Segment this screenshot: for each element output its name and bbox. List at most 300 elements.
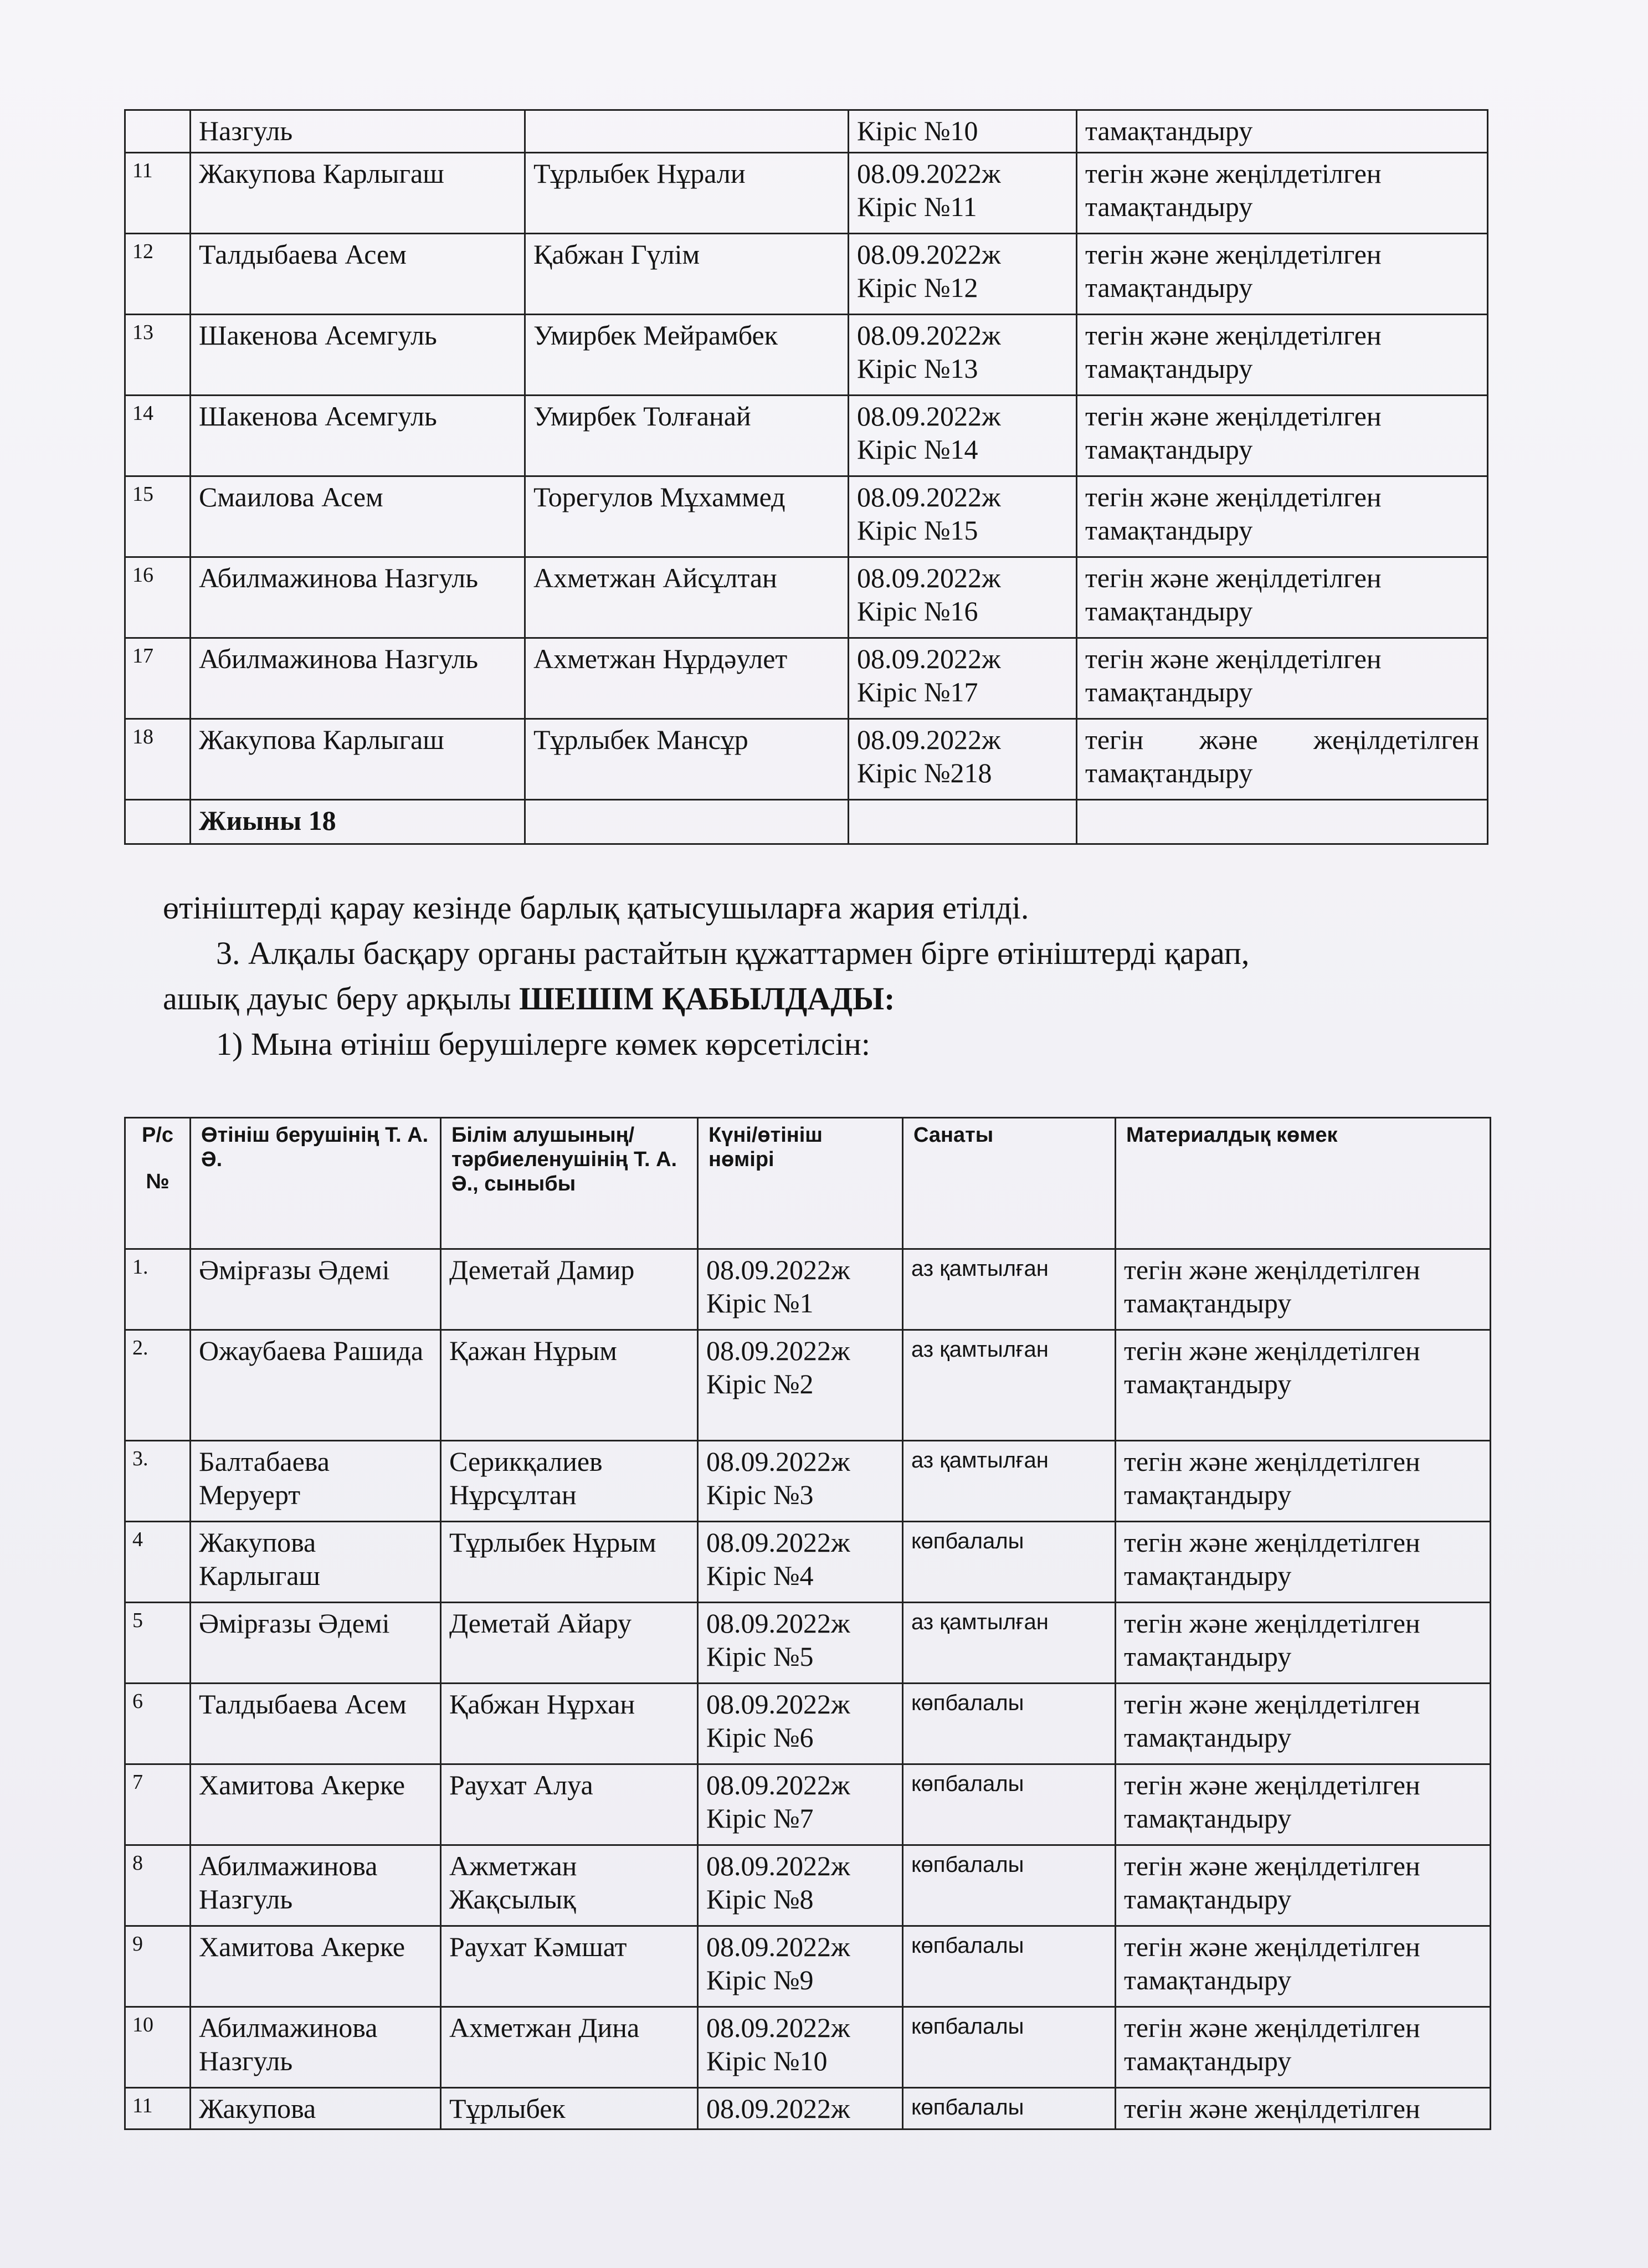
date-reg bbox=[698, 2007, 903, 2088]
student-name-text: Умирбек Мейрамбек bbox=[533, 320, 778, 351]
date-reg-text: Кіріс №9 bbox=[706, 1964, 814, 1995]
aid-type-text: тегін және жеңілдетілген bbox=[1085, 562, 1382, 593]
aid-type bbox=[1077, 476, 1488, 557]
table-row bbox=[125, 476, 1488, 557]
applicant-name bbox=[191, 557, 525, 638]
category-text: көпбалалы bbox=[911, 1529, 1024, 1553]
student-name bbox=[525, 476, 849, 557]
aid-type-text: тегін және жеңілдетілген bbox=[1085, 643, 1382, 674]
student-name-text: Серикқалиев Нұрсұлтан bbox=[449, 1446, 603, 1510]
date-reg-text: Кіріс №12 bbox=[857, 272, 978, 303]
material-aid bbox=[1116, 1764, 1491, 1845]
student-name bbox=[441, 1522, 698, 1603]
date-reg-text: 08.09.2022ж bbox=[706, 1850, 850, 1881]
table-row bbox=[125, 1603, 1491, 1684]
date-reg-text: Кіріс №10 bbox=[706, 2045, 828, 2076]
paragraph-decision bbox=[163, 979, 895, 1018]
material-aid bbox=[1116, 1330, 1491, 1441]
student-name-text: Тұрлыбек Нұрали bbox=[533, 158, 746, 189]
row-number-text: 5 bbox=[132, 1609, 143, 1632]
student-name-text: Тұрлыбек bbox=[449, 2093, 566, 2124]
aid-type bbox=[1077, 557, 1488, 638]
row-number-text: 10 bbox=[132, 2013, 153, 2036]
header-student: Білім алушының/тәрбиеленушінің Т. А. Ә., сыныбы bbox=[441, 1118, 698, 1249]
date-reg bbox=[698, 1249, 903, 1330]
table-row bbox=[125, 1330, 1491, 1441]
row-number-text: 1. bbox=[132, 1255, 148, 1279]
applicant-name-text: Хамитова Акерке bbox=[199, 1769, 405, 1800]
applicant-name-text: Абилмажинова Назгуль bbox=[199, 562, 479, 593]
row-number-text: 17 bbox=[132, 644, 153, 668]
applicant-name bbox=[191, 1684, 441, 1764]
table-row bbox=[125, 1764, 1491, 1845]
row-number bbox=[125, 1522, 191, 1603]
date-reg bbox=[698, 1603, 903, 1684]
category bbox=[903, 1926, 1116, 2007]
category-text: көпбалалы bbox=[911, 2095, 1024, 2120]
student-name-text: Деметай Дамир bbox=[449, 1254, 635, 1285]
applicant-name bbox=[191, 396, 525, 476]
total-empty-date bbox=[849, 800, 1077, 844]
header-applicant: Өтініш берушінің Т. А. Ә. bbox=[191, 1118, 441, 1249]
header-category: Санаты bbox=[903, 1118, 1116, 1249]
row-number bbox=[125, 719, 191, 800]
row-number bbox=[125, 1249, 191, 1330]
student-name bbox=[525, 315, 849, 396]
aid-type-text: тегін және жеңілдетілген bbox=[1085, 401, 1382, 432]
date-reg bbox=[698, 1845, 903, 1926]
date-reg bbox=[849, 234, 1077, 315]
aid-type-text: тамақтандыру bbox=[1085, 191, 1253, 222]
date-reg bbox=[849, 719, 1077, 800]
material-aid-text: тамақтандыру bbox=[1124, 1560, 1292, 1591]
material-aid-text: тегін және жеңілдетілген bbox=[1124, 1769, 1420, 1800]
material-aid-text: тегін және жеңілдетілген bbox=[1124, 1850, 1420, 1881]
aid-type bbox=[1077, 153, 1488, 234]
applicant-name-text: Балтабаева Меруерт bbox=[199, 1446, 330, 1510]
date-reg-text: 08.09.2022ж bbox=[706, 1608, 850, 1639]
material-aid-text: тамақтандыру bbox=[1124, 1803, 1292, 1834]
applicant-name-text: Шакенова Асемгуль bbox=[199, 401, 437, 432]
paragraph-announcement: өтініштерді қарау кезінде барлық қатысушыларға жария етілді. bbox=[163, 890, 1029, 926]
material-aid-text: тегін және жеңілдетілген bbox=[1124, 1335, 1420, 1366]
date-reg bbox=[849, 153, 1077, 234]
student-name-text: Қабжан Нұрхан bbox=[449, 1689, 635, 1720]
category bbox=[903, 1522, 1116, 1603]
category-text: көпбалалы bbox=[911, 1691, 1024, 1715]
student-name bbox=[441, 1441, 698, 1522]
applicant-name-text: Абилмажинова Назгуль bbox=[199, 1850, 378, 1915]
category-text: көпбалалы bbox=[911, 2014, 1024, 2039]
date-reg bbox=[849, 476, 1077, 557]
student-name-text: Деметай Айару bbox=[449, 1608, 632, 1639]
applicant-name bbox=[191, 1330, 441, 1441]
applicant-name-text: Абилмажинова Назгуль bbox=[199, 2012, 378, 2076]
applicant-name bbox=[191, 719, 525, 800]
table-row bbox=[125, 315, 1488, 396]
material-aid-text: тамақтандыру bbox=[1124, 1964, 1292, 1995]
date-reg bbox=[849, 638, 1077, 719]
aid-type-text: тамақтандыру bbox=[1085, 596, 1253, 627]
table-row bbox=[125, 153, 1488, 234]
student-name-text: Умирбек Толғанай bbox=[533, 401, 751, 432]
paragraph-point-3: 3. Алқалы басқару органы растайтын құжаттармен бірге өтініштерді қарап, bbox=[216, 935, 1250, 971]
student-name bbox=[441, 1684, 698, 1764]
aid-type-text: тегін және жеңілдетілген bbox=[1085, 239, 1382, 270]
row-number-text: 18 bbox=[132, 725, 153, 748]
date-reg-text: Кіріс №14 bbox=[857, 434, 978, 465]
category-text: аз қамтылған bbox=[911, 1337, 1049, 1362]
row-number-text: 6 bbox=[132, 1690, 143, 1713]
applicant-name bbox=[191, 1845, 441, 1926]
student-name bbox=[441, 1249, 698, 1330]
row-number-text: 16 bbox=[132, 563, 153, 587]
material-aid-text: тамақтандыру bbox=[1124, 1368, 1292, 1399]
applicant-name bbox=[191, 1441, 441, 1522]
date-reg bbox=[698, 1522, 903, 1603]
applicant-name bbox=[191, 315, 525, 396]
date-reg bbox=[698, 1330, 903, 1441]
table-row bbox=[125, 1845, 1491, 1926]
table-row bbox=[125, 719, 1488, 800]
date-reg-text: 08.09.2022ж bbox=[857, 724, 1001, 755]
aid-type-text: тегін және жеңілдетілген bbox=[1085, 320, 1382, 351]
applicant-name-text: Шакенова Асемгуль bbox=[199, 320, 437, 351]
material-aid-text: тегін және жеңілдетілген bbox=[1124, 1527, 1420, 1558]
student-name bbox=[441, 2007, 698, 2088]
recipients-table-continued bbox=[124, 109, 1488, 845]
material-aid-text: тамақтандыру bbox=[1124, 1641, 1292, 1672]
material-aid bbox=[1116, 2088, 1491, 2130]
student-name-text: Ахметжан Дина bbox=[449, 2012, 640, 2043]
date-reg-text: Кіріс №1 bbox=[706, 1287, 814, 1318]
category bbox=[903, 1684, 1116, 1764]
material-aid bbox=[1116, 1603, 1491, 1684]
material-aid bbox=[1116, 1249, 1491, 1330]
applicant-name bbox=[191, 1249, 441, 1330]
row-number bbox=[125, 557, 191, 638]
student-name-text: Тұрлыбек Нұрым bbox=[449, 1527, 656, 1558]
header-date-number: Күні/өтініш нөмірі bbox=[698, 1118, 903, 1249]
row-number bbox=[125, 110, 191, 153]
aid-type-text: тамақтандыру bbox=[1085, 757, 1253, 788]
date-reg-text: Кіріс №7 bbox=[706, 1803, 814, 1834]
aid-type bbox=[1077, 396, 1488, 476]
student-name bbox=[441, 1603, 698, 1684]
applicant-name bbox=[191, 153, 525, 234]
row-number bbox=[125, 1603, 191, 1684]
paragraph-subpoint-1: 1) Мына өтініш берушілерге көмек көрсетілсін: bbox=[216, 1026, 870, 1062]
category-text: көпбалалы bbox=[911, 1933, 1024, 1958]
date-reg-text: 08.09.2022ж bbox=[857, 643, 1001, 674]
applicant-name bbox=[191, 1603, 441, 1684]
date-reg-text: 08.09.2022ж bbox=[706, 2012, 850, 2043]
row-number-text: 9 bbox=[132, 1932, 143, 1956]
date-reg-text: Кіріс №11 bbox=[857, 191, 977, 222]
category-text: көпбалалы bbox=[911, 1853, 1024, 1877]
header-material-aid: Материалдық көмек bbox=[1116, 1118, 1491, 1249]
aid-type bbox=[1077, 315, 1488, 396]
aid-type-text: тамақтандыру bbox=[1085, 676, 1253, 707]
row-number bbox=[125, 1764, 191, 1845]
applicant-name-text: Хамитова Акерке bbox=[199, 1931, 405, 1962]
material-aid-text: тегін және жеңілдетілген bbox=[1124, 1446, 1420, 1477]
row-number bbox=[125, 234, 191, 315]
category bbox=[903, 1764, 1116, 1845]
aid-type-text: тегін және жеңілдетілген bbox=[1085, 158, 1382, 189]
applicant-name bbox=[191, 234, 525, 315]
row-number-text: 11 bbox=[132, 2094, 153, 2117]
applicant-name bbox=[191, 1926, 441, 2007]
applicant-name bbox=[191, 110, 525, 153]
date-reg-text: Кіріс №8 bbox=[706, 1884, 814, 1915]
aid-type-text: тамақтандыру bbox=[1085, 515, 1253, 546]
date-reg-text: 08.09.2022ж bbox=[857, 481, 1001, 512]
applicant-name-text: Жакупова bbox=[199, 2093, 316, 2124]
row-number-text: 4 bbox=[132, 1528, 143, 1551]
row-number-text: 12 bbox=[132, 240, 153, 263]
row-number-text: 15 bbox=[132, 483, 153, 506]
row-number-text: 7 bbox=[132, 1771, 143, 1794]
date-reg-text: Кіріс №3 bbox=[706, 1479, 814, 1510]
table-row bbox=[125, 2088, 1491, 2130]
student-name-text: Раухат Алуа bbox=[449, 1769, 593, 1800]
aid-type bbox=[1077, 719, 1488, 800]
row-number-text: 11 bbox=[132, 159, 153, 182]
student-name bbox=[441, 1764, 698, 1845]
date-reg-text: 08.09.2022ж bbox=[706, 1769, 850, 1800]
header-row-number bbox=[125, 1118, 191, 1249]
applicant-name bbox=[191, 1764, 441, 1845]
material-aid bbox=[1116, 1926, 1491, 2007]
material-aid-text: тамақтандыру bbox=[1124, 1884, 1292, 1915]
applicant-name-text: Жакупова Карлыгаш bbox=[199, 724, 444, 755]
aid-type bbox=[1077, 110, 1488, 153]
aid-type-text: тамақтандыру bbox=[1085, 272, 1253, 303]
table-row bbox=[125, 1522, 1491, 1603]
total-row bbox=[125, 800, 1488, 844]
applicant-name-text: Смаилова Асем bbox=[199, 481, 383, 512]
student-name bbox=[525, 638, 849, 719]
material-aid bbox=[1116, 2007, 1491, 2088]
row-number bbox=[125, 2088, 191, 2130]
student-name bbox=[525, 396, 849, 476]
row-number bbox=[125, 315, 191, 396]
applicant-name-text: Әмірғазы Әдемі bbox=[199, 1254, 390, 1285]
total-empty-student bbox=[525, 800, 849, 844]
date-reg-text: 08.09.2022ж bbox=[706, 1689, 850, 1720]
applicant-name-text: Талдыбаева Асем bbox=[199, 239, 407, 270]
date-reg bbox=[698, 2088, 903, 2130]
material-aid bbox=[1116, 1845, 1491, 1926]
header-rc-label: Р/с bbox=[141, 1123, 174, 1147]
date-reg bbox=[849, 396, 1077, 476]
table-row bbox=[125, 638, 1488, 719]
student-name-text: Раухат Кәмшат bbox=[449, 1931, 627, 1962]
student-name-text: Қажан Нұрым bbox=[449, 1335, 617, 1366]
table-row bbox=[125, 234, 1488, 315]
date-reg bbox=[849, 110, 1077, 153]
category bbox=[903, 2088, 1116, 2130]
row-number bbox=[125, 1845, 191, 1926]
header-number-sign: № bbox=[146, 1170, 170, 1193]
aid-type-text: тегін және жеңілдетілген bbox=[1085, 724, 1479, 755]
date-reg-text: Кіріс №15 bbox=[857, 515, 978, 546]
date-reg-text: 08.09.2022ж bbox=[706, 1335, 850, 1366]
category bbox=[903, 1845, 1116, 1926]
category bbox=[903, 2007, 1116, 2088]
row-number bbox=[125, 396, 191, 476]
student-name-text: Ахметжан Нұрдәулет bbox=[533, 643, 788, 674]
aid-type bbox=[1077, 638, 1488, 719]
date-reg bbox=[698, 1764, 903, 1845]
row-number-text: 8 bbox=[132, 1851, 143, 1875]
row-number bbox=[125, 153, 191, 234]
student-name-text: Қабжан Гүлім bbox=[533, 239, 700, 270]
applicant-name bbox=[191, 638, 525, 719]
date-reg bbox=[698, 1441, 903, 1522]
date-reg-text: 08.09.2022ж bbox=[857, 320, 1001, 351]
date-reg bbox=[849, 557, 1077, 638]
student-name-text: Ажметжан Жақсылық bbox=[449, 1850, 577, 1915]
student-name-text: Торегулов Мұхаммед bbox=[533, 481, 786, 512]
material-aid-text: тегін және жеңілдетілген bbox=[1124, 1689, 1420, 1720]
student-name bbox=[441, 2088, 698, 2130]
applicant-name-text: Әмірғазы Әдемі bbox=[199, 1608, 390, 1639]
material-aid-text: тегін және жеңілдетілген bbox=[1124, 2093, 1420, 2124]
aid-decision-table bbox=[124, 1117, 1491, 2130]
applicant-name bbox=[191, 476, 525, 557]
date-reg-text: 08.09.2022ж bbox=[857, 562, 1001, 593]
aid-type bbox=[1077, 234, 1488, 315]
category-text: аз қамтылған bbox=[911, 1610, 1049, 1634]
category bbox=[903, 1330, 1116, 1441]
student-name bbox=[441, 1845, 698, 1926]
date-reg-text: Кіріс №6 bbox=[706, 1722, 814, 1753]
date-reg-text: 08.09.2022ж bbox=[706, 1446, 850, 1477]
row-number-text: 2. bbox=[132, 1336, 148, 1359]
table-row bbox=[125, 1249, 1491, 1330]
table-row bbox=[125, 557, 1488, 638]
student-name-text: Ахметжан Айсұлтан bbox=[533, 562, 777, 593]
date-reg-text: Кіріс №2 bbox=[706, 1368, 814, 1399]
date-reg bbox=[849, 315, 1077, 396]
student-name bbox=[525, 110, 849, 153]
material-aid-text: тамақтандыру bbox=[1124, 1722, 1292, 1753]
total-label bbox=[191, 800, 525, 844]
row-number bbox=[125, 1330, 191, 1441]
date-reg-text: Кіріс №218 bbox=[857, 757, 992, 788]
applicant-name-text: Абилмажинова Назгуль bbox=[199, 643, 479, 674]
material-aid-text: тегін және жеңілдетілген bbox=[1124, 1608, 1420, 1639]
date-reg-text: 08.09.2022ж bbox=[706, 2093, 850, 2124]
aid-type-text: тамақтандыру bbox=[1085, 434, 1253, 465]
applicant-name bbox=[191, 2088, 441, 2130]
decision-heading: ШЕШІМ ҚАБЫЛДАДЫ: bbox=[519, 981, 895, 1017]
applicant-name bbox=[191, 1522, 441, 1603]
student-name bbox=[525, 557, 849, 638]
row-number-text: 14 bbox=[132, 402, 153, 425]
date-reg-text: Кіріс №13 bbox=[857, 353, 978, 384]
applicant-name-text: Жакупова Карлыгаш bbox=[199, 1527, 320, 1591]
category-text: аз қамтылған bbox=[911, 1448, 1049, 1472]
material-aid bbox=[1116, 1684, 1491, 1764]
date-reg-text: Кіріс №5 bbox=[706, 1641, 814, 1672]
aid-type-text: тамақтандыру bbox=[1085, 353, 1253, 384]
table-row bbox=[125, 1684, 1491, 1764]
row-number bbox=[125, 1441, 191, 1522]
decision-prefix: ашық дауыс беру арқылы bbox=[163, 981, 520, 1017]
total-label-text: Жиыны 18 bbox=[199, 805, 336, 836]
table-row bbox=[125, 110, 1488, 153]
category-text: көпбалалы bbox=[911, 1772, 1024, 1796]
material-aid bbox=[1116, 1441, 1491, 1522]
date-reg-text: 08.09.2022ж bbox=[706, 1254, 850, 1285]
student-name bbox=[441, 1330, 698, 1441]
applicant-name-text: Назгуль bbox=[199, 115, 293, 146]
date-reg-text: 08.09.2022ж bbox=[857, 158, 1001, 189]
date-reg-text: Кіріс №10 bbox=[857, 115, 978, 146]
row-number bbox=[125, 1926, 191, 2007]
row-number-text: 13 bbox=[132, 321, 153, 344]
date-reg bbox=[698, 1926, 903, 2007]
total-empty-aid bbox=[1077, 800, 1488, 844]
aid-type-text: тегін және жеңілдетілген bbox=[1085, 481, 1382, 512]
material-aid-text: тамақтандыру bbox=[1124, 2045, 1292, 2076]
row-number-text: 3. bbox=[132, 1447, 148, 1470]
applicant-name bbox=[191, 2007, 441, 2088]
category bbox=[903, 1603, 1116, 1684]
category bbox=[903, 1249, 1116, 1330]
date-reg-text: Кіріс №4 bbox=[706, 1560, 814, 1591]
row-number bbox=[125, 1684, 191, 1764]
material-aid-text: тамақтандыру bbox=[1124, 1287, 1292, 1318]
student-name bbox=[525, 234, 849, 315]
student-name bbox=[525, 719, 849, 800]
row-number bbox=[125, 2007, 191, 2088]
applicant-name-text: Талдыбаева Асем bbox=[199, 1689, 407, 1720]
material-aid-text: тамақтандыру bbox=[1124, 1479, 1292, 1510]
date-reg-text: Кіріс №17 bbox=[857, 676, 978, 707]
aid-type-text: тамақтандыру bbox=[1085, 115, 1253, 146]
total-empty-num bbox=[125, 800, 191, 844]
applicant-name-text: Ожаубаева Рашида bbox=[199, 1335, 424, 1366]
table-row bbox=[125, 2007, 1491, 2088]
date-reg-text: 08.09.2022ж bbox=[857, 401, 1001, 432]
material-aid-text: тегін және жеңілдетілген bbox=[1124, 1254, 1420, 1285]
material-aid-text: тегін және жеңілдетілген bbox=[1124, 2012, 1420, 2043]
table-row bbox=[125, 1926, 1491, 2007]
date-reg-text: Кіріс №16 bbox=[857, 596, 978, 627]
student-name-text: Тұрлыбек Мансұр bbox=[533, 724, 748, 755]
student-name bbox=[525, 153, 849, 234]
material-aid-text: тегін және жеңілдетілген bbox=[1124, 1931, 1420, 1962]
applicant-name-text: Жакупова Карлыгаш bbox=[199, 158, 444, 189]
material-aid bbox=[1116, 1522, 1491, 1603]
row-number bbox=[125, 476, 191, 557]
table-row bbox=[125, 396, 1488, 476]
category-text: аз қамтылған bbox=[911, 1256, 1049, 1281]
row-number bbox=[125, 638, 191, 719]
table-row bbox=[125, 1441, 1491, 1522]
date-reg bbox=[698, 1684, 903, 1764]
date-reg-text: 08.09.2022ж bbox=[857, 239, 1001, 270]
student-name bbox=[441, 1926, 698, 2007]
category bbox=[903, 1441, 1116, 1522]
date-reg-text: 08.09.2022ж bbox=[706, 1527, 850, 1558]
table-header-row bbox=[125, 1118, 1491, 1249]
date-reg-text: 08.09.2022ж bbox=[706, 1931, 850, 1962]
